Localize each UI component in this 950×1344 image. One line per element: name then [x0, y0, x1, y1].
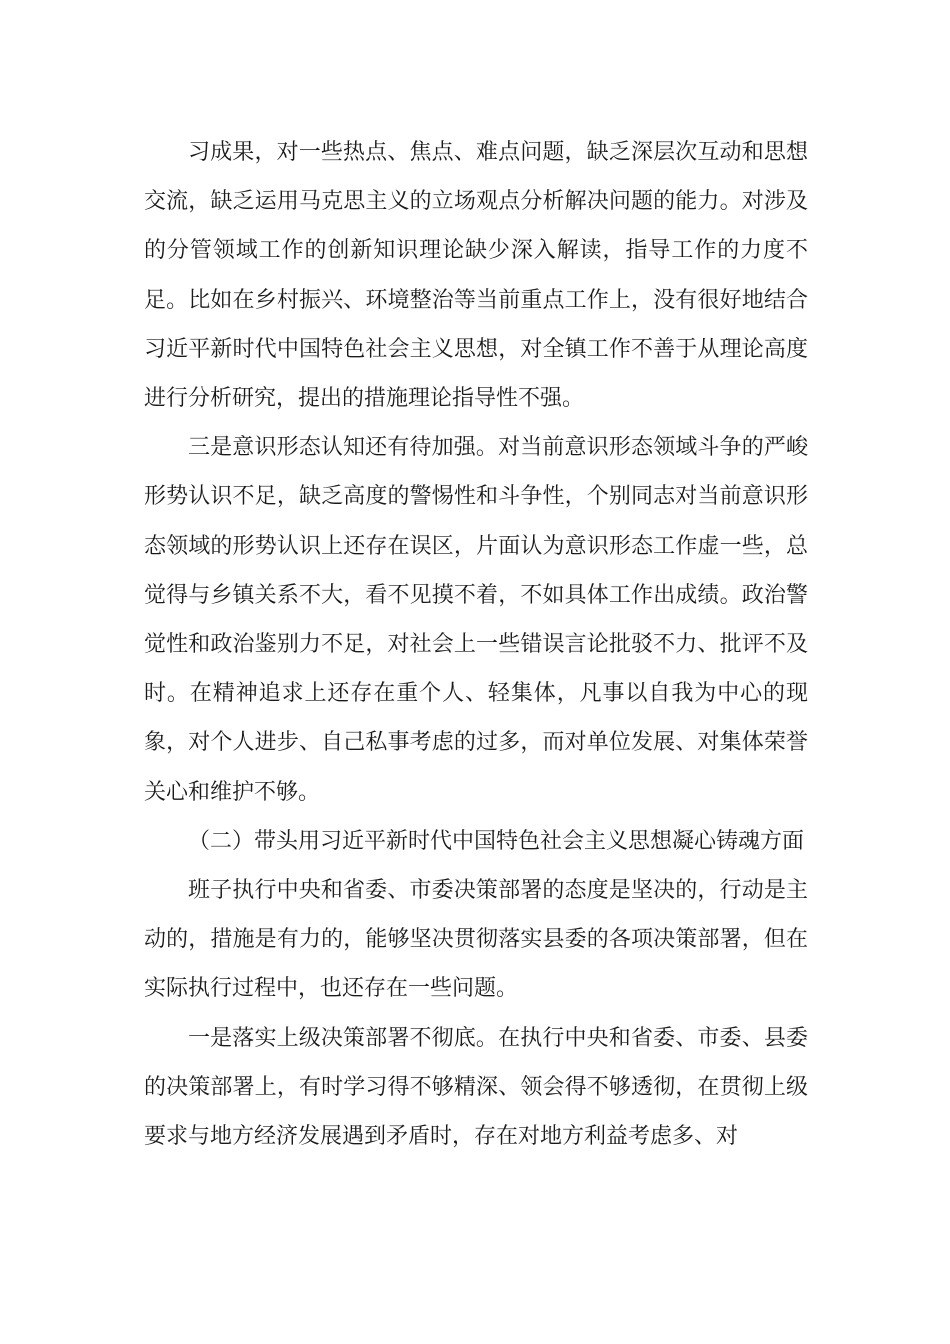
- paragraph-ideology-awareness: 三是意识形态认知还有待加强。对当前意识形态领域斗争的严峻形势认识不足，缺乏高度的警惕性和斗争性，个别同志对当前意识形态领域的形势认识上还存在误区，片面认为意识形态工作虚一些，总觉得与乡镇关系不大，看不见摸不着，不如具体工作出成绩。政治警觉性和政治鉴别力不足，对社会上一些错误言论批驳不力、批评不及时。在精神追求上还存在重个人、轻集体，凡事以自我为中心的现象，对个人进步、自己私事考虑的过多，而对单位发展、对集体荣誉关心和维护不够。: [144, 435, 808, 805]
- section-heading-two: （二）带头用习近平新时代中国特色社会主义思想凝心铸魂方面: [188, 828, 805, 854]
- paragraph-study-results: 习成果，对一些热点、焦点、难点问题，缺乏深层次互动和思想交流，缺乏运用马克思主义的立场观点分析解决问题的能力。对涉及的分管领域工作的创新知识理论缺少深入解读，指导工作的力度不足。比如在乡村振兴、环境整治等当前重点工作上，没有很好地结合习近平新时代中国特色社会主义思想，对全镇工作不善于从理论高度进行分析研究，提出的措施理论指导性不强。: [144, 140, 808, 412]
- paragraph-implementation: 一是落实上级决策部署不彻底。在执行中央和省委、市委、县委的决策部署上，有时学习得不够精深、领会得不够透彻，在贯彻上级要求与地方经济发展遇到矛盾时，存在对地方利益考虑多、对: [144, 1025, 808, 1150]
- paragraph-team-execution: 班子执行中央和省委、市委决策部署的态度是坚决的，行动是主动的，措施是有力的，能够坚决贯彻落实县委的各项决策部署，但在实际执行过程中，也还存在一些问题。: [144, 878, 808, 1002]
- document-body: [144, 128, 808, 1161]
